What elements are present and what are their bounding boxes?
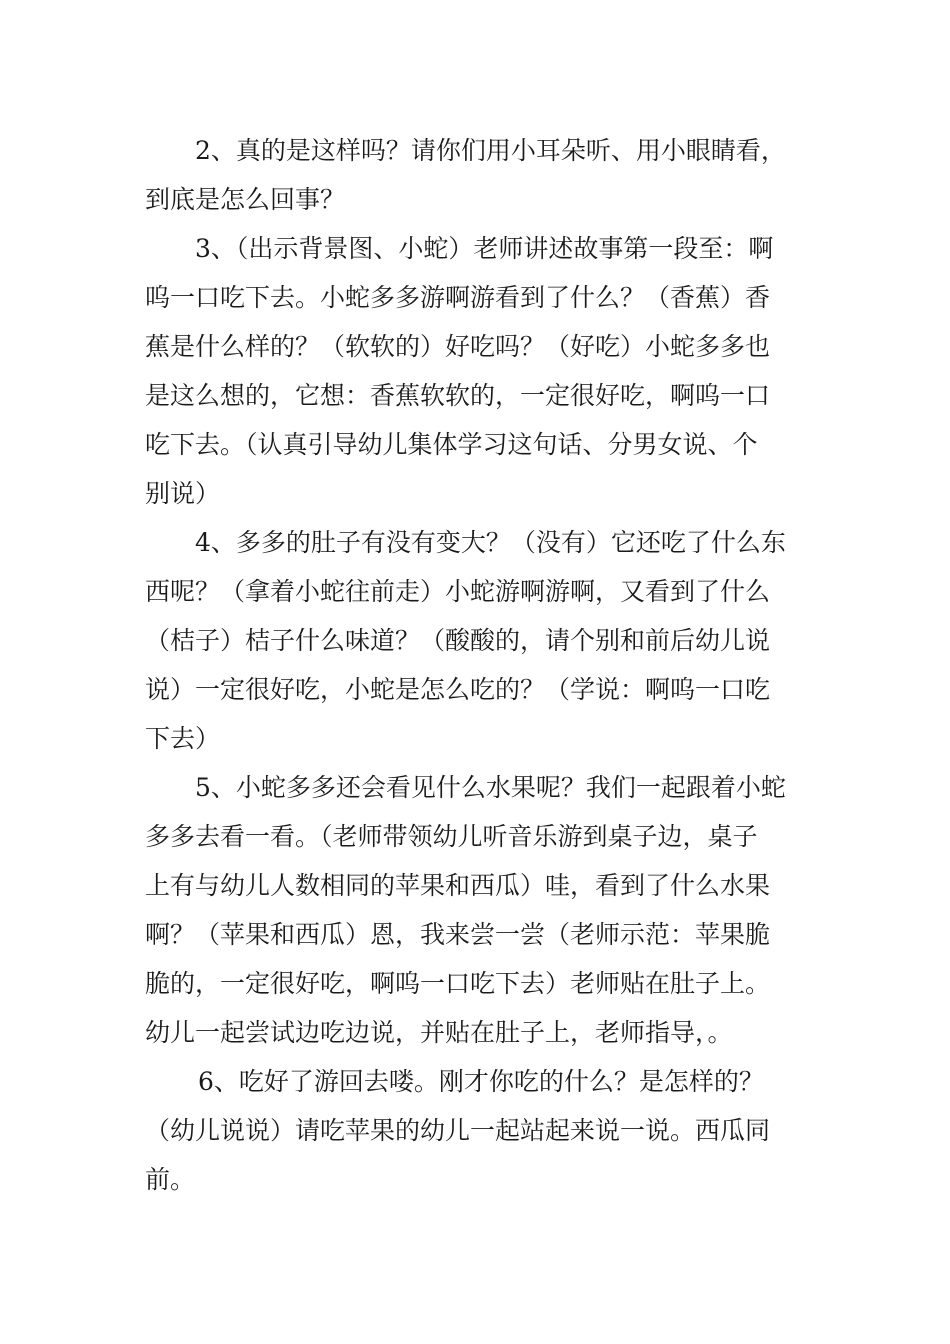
paragraph-6: [145, 1057, 809, 1204]
paragraph-line: 是这么想的，它想：香蕉软软的，一定很好吃，啊呜一口: [145, 381, 771, 410]
paragraph-line: （幼儿说说）请吃苹果的幼儿一起站起来说一说。西瓜同: [145, 1116, 771, 1145]
paragraph-4: [145, 518, 809, 763]
paragraph-line: 2、真的是这样吗？请你们用小耳朵听、用小眼睛看，: [195, 136, 786, 165]
paragraph-line: 下去）: [145, 724, 221, 753]
paragraph-line: 上有与幼儿人数相同的苹果和西瓜）哇，看到了什么水果: [145, 871, 771, 900]
document-body: [145, 126, 809, 1204]
paragraph-line: 5、小蛇多多还会看见什么水果呢？我们一起跟着小蛇: [195, 773, 786, 802]
paragraph-line: 啊？（苹果和西瓜）恩，我来尝一尝（老师示范：苹果脆: [145, 920, 771, 949]
paragraph-line: 呜一口吃下去。小蛇多多游啊游看到了什么？（香蕉）香: [145, 283, 771, 312]
paragraph-line: 多多去看一看。（老师带领幼儿听音乐游到桌子边，桌子: [145, 822, 758, 851]
paragraph-2: [145, 126, 809, 224]
paragraph-line: 前。: [145, 1165, 196, 1194]
paragraph-line: 到底是怎么回事？: [145, 185, 346, 214]
paragraph-line: 别说）: [145, 479, 221, 508]
paragraph-3: [145, 224, 809, 518]
paragraph-line: 西呢？（拿着小蛇往前走）小蛇游啊游啊，又看到了什么: [145, 577, 771, 606]
paragraph-line: 幼儿一起尝试边吃边说，并贴在肚子上，老师指导，。: [145, 1018, 733, 1047]
paragraph-line: 说）一定很好吃，小蛇是怎么吃的？（学说：啊呜一口吃: [145, 675, 771, 704]
paragraph-line: 6、吃好了游回去喽。刚才你吃的什么？是怎样的？: [198, 1067, 764, 1096]
paragraph-line: 3、（出示背景图、小蛇）老师讲述故事第一段至：啊: [195, 234, 774, 263]
paragraph-line: 4、多多的肚子有没有变大？（没有）它还吃了什么东: [195, 528, 786, 557]
paragraph-line: （桔子）桔子什么味道？（酸酸的，请个别和前后幼儿说: [145, 626, 771, 655]
paragraph-line: 蕉是什么样的？（软软的）好吃吗？（好吃）小蛇多多也: [145, 332, 771, 361]
paragraph-5: [145, 763, 809, 1057]
paragraph-line: 脆的，一定很好吃，啊呜一口吃下去）老师贴在肚子上。: [145, 969, 771, 998]
paragraph-line: 吃下去。（认真引导幼儿集体学习这句话、分男女说、个: [145, 430, 758, 459]
